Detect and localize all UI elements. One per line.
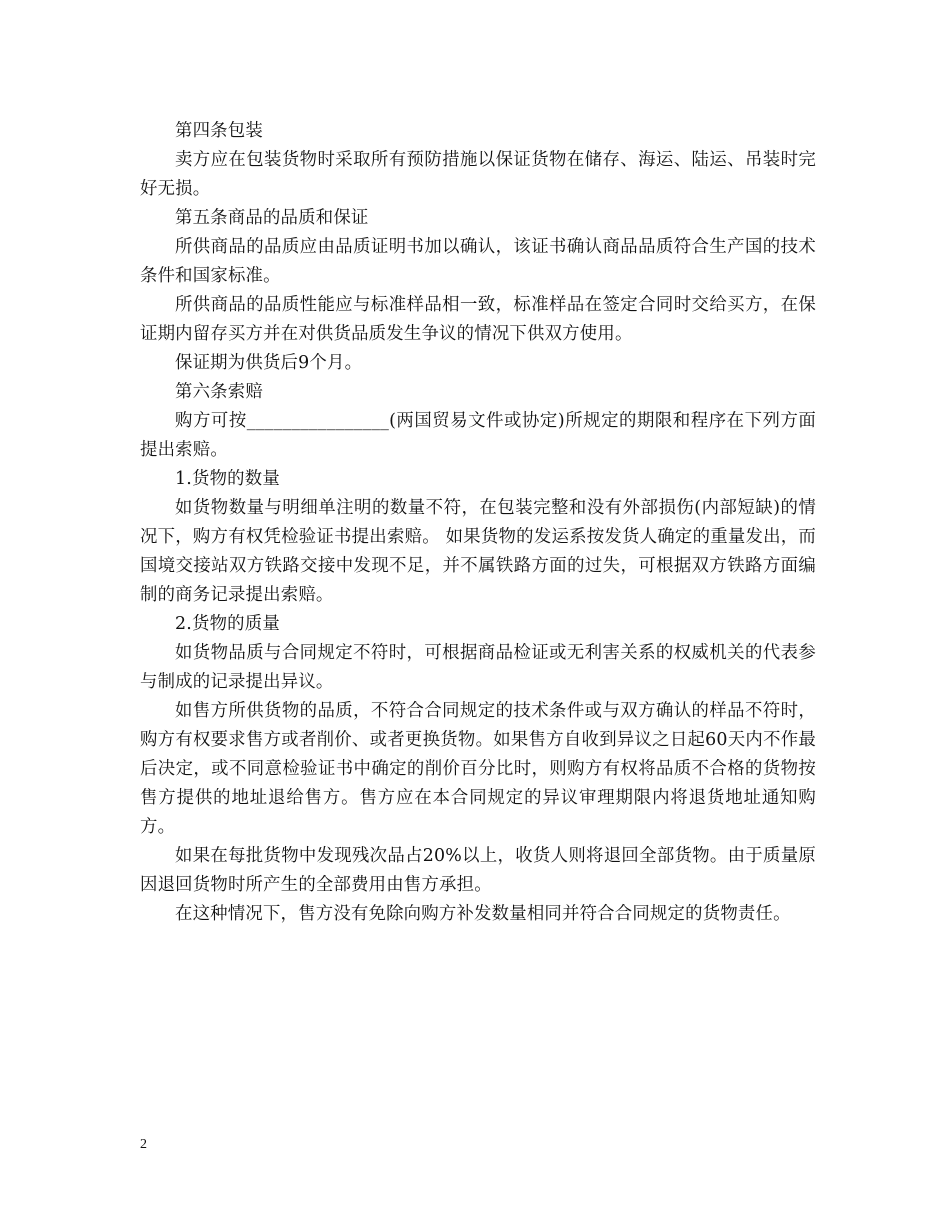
paragraph-quality-certificate: 所供商品的品质应由品质证明书加以确认，该证书确认商品品质符合生产国的技术条件和国家标准。 (140, 237, 816, 286)
paragraph-quality-sample: 所供商品的品质性能应与标准样品相一致，标准样品在签定合同时交给买方，在保证期内留存买方并在对供货品质发生争议的情况下供双方使用。 (140, 295, 816, 344)
paragraph-defect-return: 如果在每批货物中发现残次品占20%以上，收货人则将退回全部货物。由于质量原因退回货物时所产生的全部费用由售方承担。 (140, 846, 816, 895)
paragraph-quantity-claim: 如货物数量与明细单注明的数量不符，在包装完整和没有外部损伤(内部短缺)的情况下，购方有权凭检验证书提出索赔。 如果货物的发运系按发货人确定的重量发出，而国境交接站双方铁路交接中发现不足，并不属铁路方面的过失，可根据双方铁路方面编制的商务记录提出索赔。 (140, 498, 816, 605)
heading-article-5-quality: 第五条商品的品质和保证 (175, 208, 369, 228)
paragraph-warranty-period: 保证期为供货后9个月。 (175, 353, 363, 373)
heading-article-4-packaging: 第四条包装 (175, 121, 263, 141)
paragraph-seller-liability: 在这种情况下，售方没有免除向购方补发数量相同并符合合同规定的货物责任。 (175, 904, 791, 924)
paragraph-quality-remedy: 如售方所供货物的品质，不符合合同规定的技术条件或与双方确认的样品不符时，购方有权要求售方或者削价、或者更换货物。如果售方自收到异议之日起60天内不作最后决定，或不同意检验证书中确定的削价百分比时，则购方有权将品质不合格的货物按售方提供的地址退给售方。售方应在本合同规定的异议审理期限内将退货地址通知购方。 (140, 701, 816, 837)
subheading-quantity: 1.货物的数量 (175, 469, 280, 489)
heading-article-6-claims: 第六条索赔 (175, 382, 263, 402)
subheading-quality: 2.货物的质量 (175, 614, 280, 634)
paragraph-quality-objection: 如货物品质与合同规定不符时，可根据商品检证或无利害关系的权威机关的代表参与制成的记录提出异议。 (140, 643, 816, 692)
document-body (140, 117, 816, 929)
paragraph-claims-basis: 购方可按________________(两国贸易文件或协定)所规定的期限和程序在下列方面提出索赔。 (140, 411, 816, 460)
page-number: 2 (140, 1137, 147, 1152)
paragraph-packaging: 卖方应在包装货物时采取所有预防措施以保证货物在储存、海运、陆运、吊装时完好无损。 (140, 150, 816, 199)
